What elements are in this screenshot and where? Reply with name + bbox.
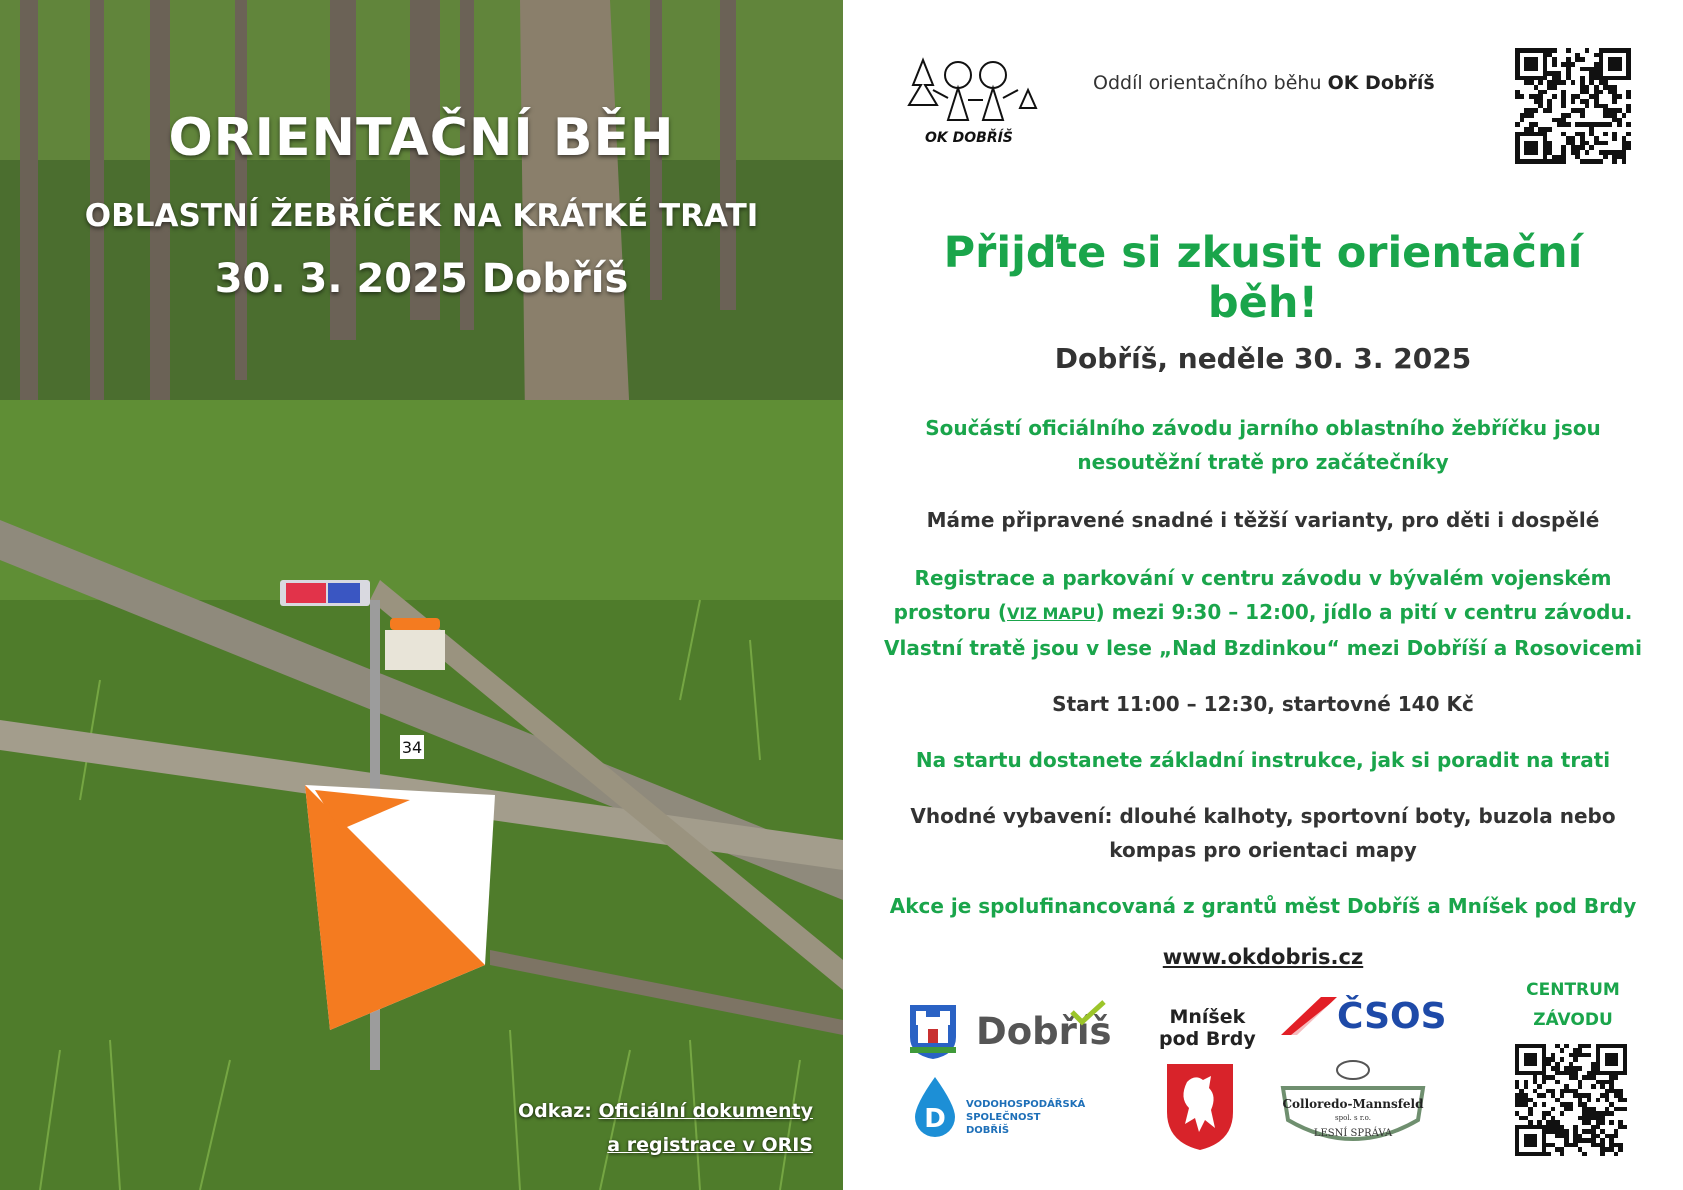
info-equipment: Vhodné vybavení: dlouhé kalhoty, sportovní boty, buzola nebo kompas pro orientaci mapy — [910, 804, 1616, 862]
info-instructions: Na startu dostanete základní instrukce, jak si poradit na trati — [915, 748, 1611, 772]
club-name: OK Dobříš — [1327, 72, 1435, 94]
info-start: Start 11:00 – 12:30, startovné 140 Kč — [1052, 692, 1474, 716]
mnisek-logo-text: Mníšek pod Brdy — [1159, 1006, 1256, 1050]
oris-link-block[interactable] — [518, 1094, 813, 1162]
club-logo-text: OK DOBŘÍŠ — [925, 130, 1013, 146]
poster-title: ORIENTAČNÍ BĚH — [168, 108, 675, 168]
qr-code-top-icon[interactable] — [1515, 48, 1631, 164]
main-content — [883, 228, 1643, 990]
svg-text:LESNÍ SPRÁVA: LESNÍ SPRÁVA — [1313, 1128, 1393, 1139]
mnisek-crest-icon — [1165, 1062, 1235, 1152]
info-registration: Registrace a parkování v centru závodu v bývalém vojenském prostoru (VIZ MAPU) mezi 9:30 – 12:00, jídlo a pití v centru závodu. Vlastní tratě jsou v lese „Nad Bzdinkou“ mezi Dobříší a Rosovicemi — [884, 566, 1642, 660]
oris-link-line1[interactable]: Oficiální dokumenty — [598, 1100, 813, 1122]
map-link[interactable]: VIZ MAPU — [1007, 604, 1096, 623]
info-beginners: Součástí oficiálního závodu jarního oblastního žebříčku jsou nesoutěžní tratě pro začátečníky — [925, 416, 1601, 474]
dateline: Dobříš, neděle 30. 3. 2025 — [1054, 342, 1472, 375]
qr-code-race-centre-icon[interactable] — [1515, 1044, 1627, 1156]
headline: Přijďte si zkusit orientační běh! — [943, 228, 1583, 328]
poster-date-place: 30. 3. 2025 Dobříš — [214, 256, 629, 302]
oris-link-line2[interactable]: a registrace v ORIS — [607, 1134, 813, 1156]
info-panel — [843, 0, 1683, 1190]
poster-subtitle: OBLASTNÍ ŽEBŘÍČEK NA KRÁTKÉ TRATI — [84, 198, 759, 234]
dobris-logo-text: Dobříš — [976, 1010, 1112, 1053]
svg-text:Colloredo-Mannsfeld: Colloredo-Mannsfeld — [1282, 1097, 1424, 1111]
club-line: Oddíl orientačního běhu OK Dobříš — [1093, 72, 1435, 94]
oris-link-prefix: Odkaz: — [518, 1100, 599, 1122]
website-link[interactable]: www.okdobris.cz — [1162, 945, 1364, 969]
svg-text:34: 34 — [401, 738, 423, 757]
colloredo-mannsfeld-logo-icon — [1273, 1060, 1433, 1160]
dobris-crest-icon — [908, 1003, 958, 1061]
race-centre-label: CENTRUM ZÁVODU — [1526, 980, 1620, 1030]
check-icon — [1068, 998, 1108, 1026]
csos-logo-icon — [1281, 995, 1337, 1037]
csos-logo-text: ČSOS — [1337, 996, 1447, 1037]
water-drop-icon — [911, 1075, 959, 1139]
svg-text:spol. s r.o.: spol. s r.o. — [1335, 1114, 1371, 1122]
vhs-logo-text: VODOHOSPODÁŘSKÁ SPOLEČNOST DOBŘÍŠ — [966, 1099, 1086, 1136]
svg-text:D: D — [924, 1104, 946, 1134]
info-funding: Akce je spolufinancovaná z grantů měst Dobříš a Mníšek pod Brdy — [889, 894, 1637, 918]
info-variants: Máme připravené snadné i těžší varianty, pro děti i dospělé — [926, 508, 1600, 532]
